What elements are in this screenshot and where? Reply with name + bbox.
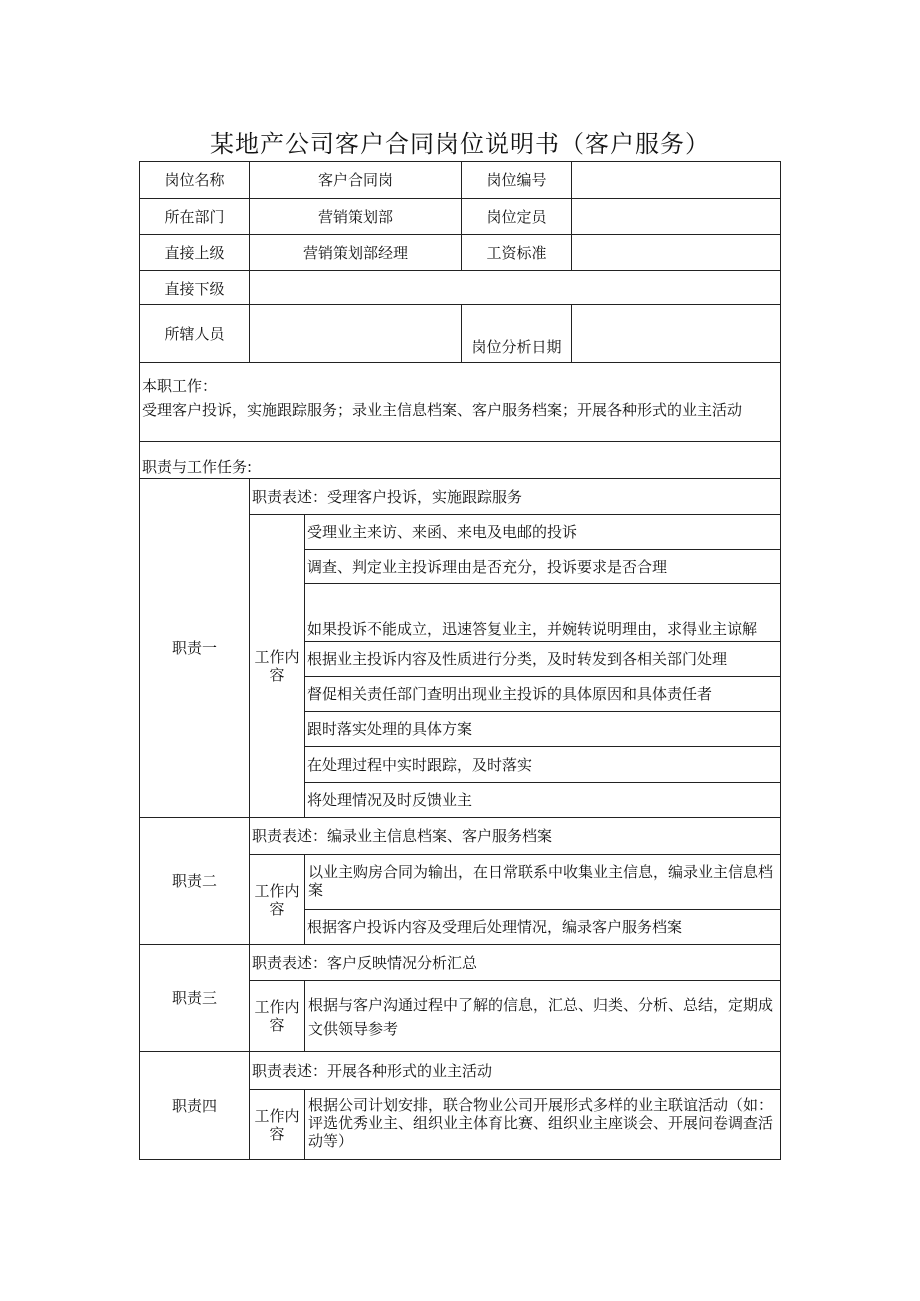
duty-1-task: 督促相关责任部门查明出现业主投诉的具体原因和具体责任者 [304, 676, 781, 712]
position-name-value: 客户合同岗 [249, 161, 462, 199]
analysis-date-value [571, 304, 781, 363]
duty-3-content-label: 工作内容 [249, 980, 305, 1052]
duty-1-task: 跟时落实处理的具体方案 [304, 711, 781, 747]
duties-header: 职责与工作任务: [142, 458, 253, 476]
superior-label: 直接上级 [139, 234, 250, 271]
headcount-value [571, 198, 781, 235]
department-label: 所在部门 [139, 198, 250, 235]
salary-label: 工资标准 [461, 234, 572, 271]
subordinate-value [249, 270, 781, 305]
managed-staff-value [249, 304, 462, 363]
duty-2-task: 根据客户投诉内容及受理后处理情况，编录客户服务档案 [304, 909, 781, 945]
duty-4-desc: 职责表述：开展各种形式的业主活动 [249, 1051, 781, 1090]
duty-1-task: 受理业主来访、来函、来电及电邮的投诉 [304, 514, 781, 550]
position-code-label: 岗位编号 [461, 161, 572, 199]
duty-1-task [304, 583, 781, 642]
duty-1-task-text: 如果投诉不能成立，迅速答复业主，并婉转说明理由，求得业主谅解 [307, 620, 758, 638]
duties-header-row [139, 441, 781, 479]
salary-value [571, 234, 781, 271]
duty-3-name: 职责三 [139, 944, 250, 1052]
headcount-label: 岗位定员 [461, 198, 572, 235]
duty-2-content-label: 工作内容 [249, 854, 305, 945]
superior-value: 营销策划部经理 [249, 234, 462, 271]
duty-1-task: 在处理过程中实时跟踪，及时落实 [304, 746, 781, 783]
page-title: 某地产公司客户合同岗位说明书（客户服务） [210, 130, 710, 158]
duty-1-desc: 职责表述：受理客户投诉，实施跟踪服务 [249, 478, 781, 515]
duty-3-desc: 职责表述：客户反映情况分析汇总 [249, 944, 781, 981]
duty-2-task: 以业主购房合同为输出，在日常联系中收集业主信息，编录业主信息档案 [304, 854, 781, 910]
duty-1-task: 调查、判定业主投诉理由是否充分，投诉要求是否合理 [304, 549, 781, 584]
position-code-value [571, 161, 781, 199]
subordinate-label: 直接下级 [139, 270, 250, 305]
managed-staff-label: 所辖人员 [139, 304, 250, 363]
position-name-label: 岗位名称 [139, 161, 250, 199]
duty-4-name: 职责四 [139, 1051, 250, 1160]
duty-1-task: 将处理情况及时反馈业主 [304, 782, 781, 818]
duty-3-task: 根据与客户沟通过程中了解的信息，汇总、归类、分析、总结，定期成文供领导参考 [304, 980, 781, 1052]
duty-4-task: 根据公司计划安排，联合物业公司开展形式多样的业主联谊活动（如：评选优秀业主、组织业主体育比赛、组织业主座谈会、开展问卷调查活动等） [304, 1089, 781, 1160]
duty-1-task: 根据业主投诉内容及性质进行分类，及时转发到各相关部门处理 [304, 641, 781, 677]
duty-1-name: 职责一 [139, 478, 250, 818]
job-summary-label: 本职工作： [142, 377, 218, 395]
duty-2-name: 职责二 [139, 817, 250, 945]
department-value: 营销策划部 [249, 198, 462, 235]
job-summary [139, 362, 781, 442]
duty-2-desc: 职责表述：编录业主信息档案、客户服务档案 [249, 817, 781, 855]
duty-1-content-label: 工作内容 [249, 514, 305, 818]
analysis-date-label: 岗位分析日期 [461, 304, 572, 363]
job-summary-text: 受理客户投诉，实施跟踪服务；录业主信息档案、客户服务档案；开展各种形式的业主活动 [142, 401, 743, 419]
duty-4-content-label: 工作内容 [249, 1089, 305, 1160]
